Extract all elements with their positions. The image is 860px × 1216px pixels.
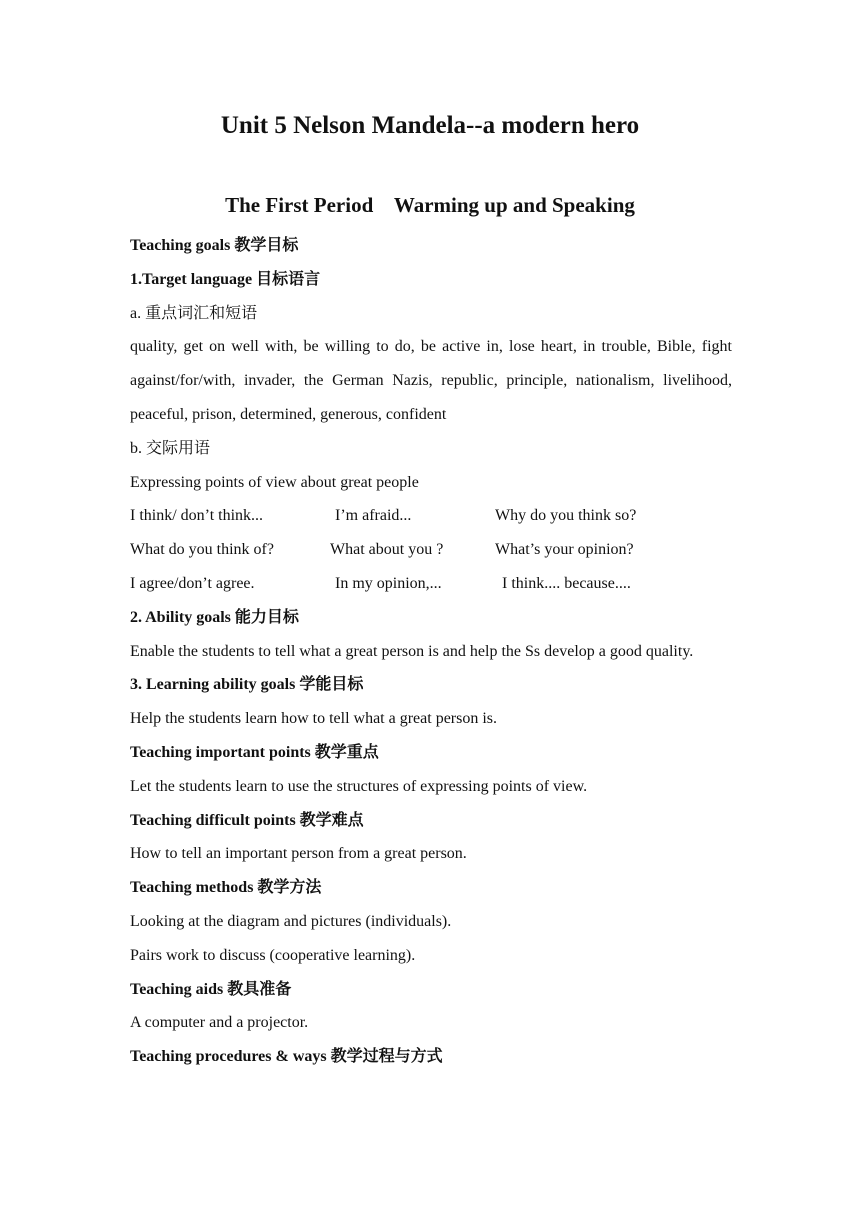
section-heading-procedures: Teaching procedures & ways 教学过程与方式 [130, 1048, 443, 1066]
section-heading-methods: Teaching methods 教学方法 [130, 879, 322, 897]
phrase: In my opinion,... [335, 574, 442, 592]
ability-paragraph: Enable the students to tell what a great person is and help the Ss develop a good quality. [130, 642, 694, 660]
section-heading-teaching-goals: Teaching goals 教学目标 [130, 237, 299, 254]
important-paragraph: Let the students learn to use the structures of expressing points of view. [130, 777, 588, 795]
section-heading-target-language: 1.Target language 目标语言 [130, 270, 321, 288]
phrase: I agree/don’t agree. [130, 574, 255, 592]
document-body [130, 229, 732, 1074]
phrase: Why do you think so? [495, 507, 637, 525]
section-heading-aids: Teaching aids 教具准备 [130, 980, 292, 998]
phrase: I think/ don’t think... [130, 507, 264, 525]
phrase-row [130, 567, 732, 601]
difficult-paragraph: How to tell an important person from a great person. [130, 845, 467, 863]
phrase: I think.... because.... [502, 574, 631, 592]
subheading-functional: b. 交际用语 [130, 439, 211, 457]
phrase: What do you think of? [130, 541, 274, 559]
phrase: What about you ? [330, 541, 444, 559]
aids-paragraph: A computer and a projector. [130, 1014, 309, 1032]
section-heading-learning-ability: 3. Learning ability goals 学能目标 [130, 676, 364, 694]
period-subtitle: The First Period Warming up and Speaking [225, 193, 635, 217]
learning-paragraph: Help the students learn how to tell what a great person is. [130, 710, 498, 728]
methods-item: Pairs work to discuss (cooperative learning). [130, 946, 416, 964]
phrase-row [130, 499, 732, 533]
vocab-paragraph: quality, get on well with, be willing to do, be active in, lose heart, in trouble, Bible, fight against/for/with, invader, the German Nazis, republic, principle, nationalism, livelihood, peaceful, prison, determined, generous, confident [130, 338, 732, 423]
section-heading-difficult-points: Teaching difficult points 教学难点 [130, 811, 364, 829]
subheading-vocab: a. 重点词汇和短语 [130, 304, 258, 322]
document-title: Unit 5 Nelson Mandela--a modern hero [220, 112, 640, 139]
phrase-row [130, 533, 732, 567]
methods-item: Looking at the diagram and pictures (individuals). [130, 912, 452, 930]
phrase: I’m afraid... [335, 507, 412, 525]
phrase: What’s your opinion? [495, 541, 634, 559]
functional-intro: Expressing points of view about great people [130, 473, 419, 491]
section-heading-ability-goals: 2. Ability goals 能力目标 [130, 608, 299, 626]
section-heading-important-points: Teaching important points 教学重点 [130, 743, 379, 761]
